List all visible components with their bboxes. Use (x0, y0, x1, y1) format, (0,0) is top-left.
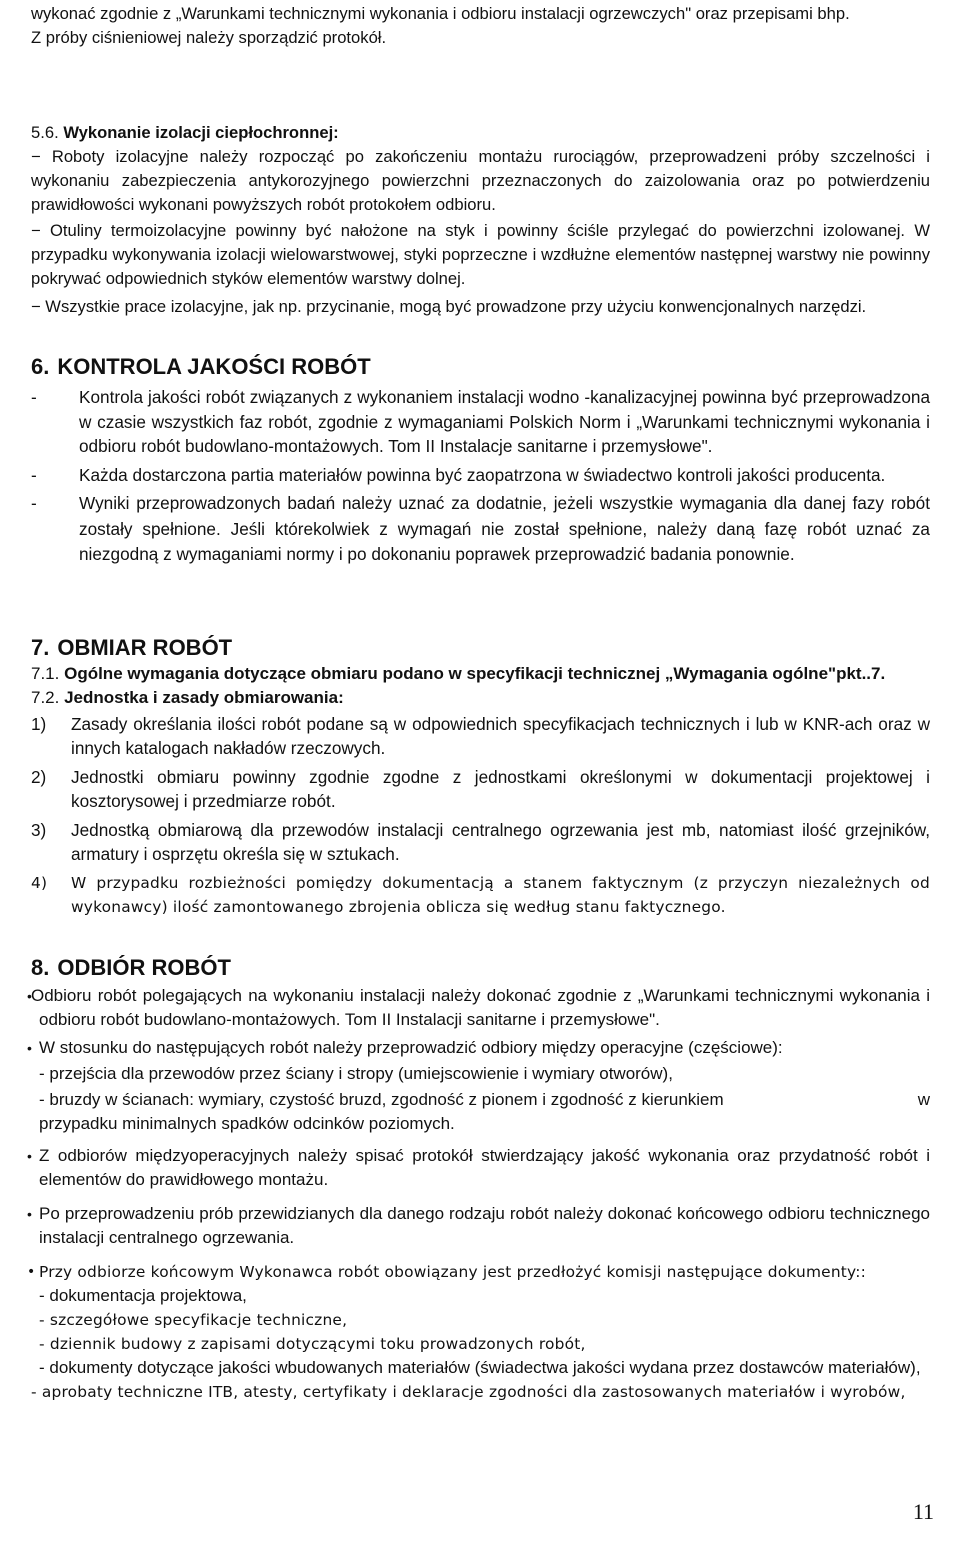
list-item (31, 871, 930, 919)
bullet-marker: • (27, 1148, 32, 1164)
section-7-1-number: 7.1. (31, 664, 60, 683)
document-item: - dokumentacja projektowa, (39, 1286, 247, 1305)
intro-block (31, 2, 930, 50)
documents-list (31, 1284, 930, 1404)
section-8-number: 8. (31, 955, 50, 980)
list-item-text: Wyniki przeprowadzonych badań należy uznać za dodatnie, jeżeli wszystkie wymagania dla danej fazy robót zostały spełnione. Jeśli którekolwiek z wymagań nie został spełnione, należy daną fazę robót uznać za niezgodną z wymaganiami normy i po dokonaniu poprawek przeprowadzić badania ponownie. (79, 493, 930, 564)
section-7-1 (31, 662, 930, 686)
intro-line-1: wykonać zgodnie z „Warunkami technicznymi wykonania i odbioru instalacji ogrzewczych" oraz przepisami bhp. (31, 4, 850, 23)
section-6 (31, 353, 930, 568)
section-5-6-number: 5.6. (31, 123, 59, 142)
section-7-title: OBMIAR ROBÓT (57, 635, 233, 660)
section-5-6-title: Wykonanie izolacji ciepłochronnej: (63, 123, 339, 142)
section-7-number: 7. (31, 635, 50, 660)
sub-item-text: - bruzdy w ścianach: wymiary, czystość bruzd, zgodność z pionem i zgodność z kierunkiem (39, 1090, 724, 1109)
section-6-heading (31, 353, 930, 381)
section-8-title: ODBIÓR ROBÓT (57, 955, 231, 980)
list-number: 3) (31, 820, 47, 840)
bullet-item (27, 1144, 930, 1192)
bullet-text: Odbioru robót polegających na wykonaniu instalacji należy dokonać zgodnie z „Warunkami technicznymi wykonania i odbioru robót budowlano-montażowych. Tom II Instalacji sanitarne i przemysłowe". (31, 986, 930, 1029)
section-6-title: KONTROLA JAKOŚCI ROBÓT (57, 354, 371, 379)
list-item (31, 385, 930, 459)
bullet-text: Po przeprowadzeniu prób przewidzianych dla danego rodzaju robót należy dokonać końcowego odbioru technicznego instalacji centralnego ogrzewania. (39, 1204, 930, 1247)
section-7 (31, 634, 930, 919)
section-6-list (31, 385, 930, 568)
bullet-item (27, 1202, 930, 1250)
section-7-2-list (31, 712, 930, 919)
section-5-6 (31, 121, 930, 319)
list-item-text: Jednostką obmiarową dla przewodów instalacji centralnego ogrzewania jest mb, natomiast ilość grzejników, armatury i osprzętu określa się w sztukach. (71, 820, 930, 864)
dash-marker: - (31, 493, 37, 513)
section-6-number: 6. (31, 354, 50, 379)
sub-item-text-continued: przypadku minimalnych spadków odcinków poziomych. (39, 1114, 455, 1133)
page-number: 11 (912, 1499, 934, 1524)
bullet-item (27, 1260, 930, 1284)
section-7-1-text: Ogólne wymagania dotyczące obmiaru podano w specyfikacji technicznej „Wymagania ogólne"pkt..7. (64, 664, 886, 683)
list-item-text: Zasady określania ilości robót podane są w odpowiednich specyfikacjach technicznych i lub w KNR-ach oraz w innych katalogach nakładów rzeczowych. (71, 714, 930, 758)
section-7-2-text: Jednostka i zasady obmiarowania: (64, 688, 344, 707)
bullet-marker: • (27, 1040, 32, 1056)
document-item: - aprobaty techniczne ITB, atesty, certyfikaty i deklaracje zgodności dla zastosowanych materiałów i wyrobów, (31, 1383, 906, 1401)
section-8 (27, 954, 930, 1404)
section-5-6-heading (31, 121, 930, 145)
list-item-text: Każda dostarczona partia materiałów powinna być zaopatrzona w świadectwo kontroli jakości producenta. (79, 464, 886, 485)
list-number: 2) (31, 767, 47, 787)
dash-marker: - (31, 387, 37, 407)
bullet-text: Przy odbiorze końcowym Wykonawca robót obowiązany jest przedłożyć komisji następujące dokumenty:: (39, 1263, 866, 1281)
document-item: - dziennik budowy z zapisami dotyczącymi toku prowadzonych robót, (39, 1335, 586, 1353)
sub-item-text-tail: w (917, 1090, 930, 1109)
bullet-text: W stosunku do następujących robót należy przeprowadzić odbiory między operacyjne (częściowe): (39, 1038, 783, 1057)
bullet-marker: • (27, 1206, 32, 1222)
list-item-text: W przypadku rozbieżności pomiędzy dokumentacją a stanem faktycznym (z przyczyn niezależnych od wykonawcy) ilość zamontowanego zbrojenia oblicza się według stanu faktycznego. (71, 874, 930, 916)
document-item: - dokumenty dotyczące jakości wbudowanych materiałów (świadectwa jakości wydana przez dostawców materiałów), (39, 1358, 921, 1377)
section-5-6-paragraph-3: − Wszystkie prace izolacyjne, jak np. przycinanie, mogą być prowadzone przy użyciu konwencjonalnych narzędzi. (31, 297, 867, 316)
section-5-6-paragraph-1: − Roboty izolacyjne należy rozpocząć po zakończeniu montażu rurociągów, przeprowadzeni próby szczelności i wykonaniu zabezpieczenia antykorozyjnego powierzchni przeznaczonych do zaizolowania oraz po potwierdzeniu prawidłowości wykonani powyższych robót protokołem odbioru. (31, 147, 930, 214)
list-item (31, 765, 930, 813)
bullet-text: Z odbiorów międzyoperacyjnych należy spisać protokół stwierdzający jakość wykonania oraz przydatność robót i elementów do prawidłowego montażu. (39, 1146, 930, 1189)
list-number: 1) (31, 714, 47, 734)
sub-item-text: - przejścia dla przewodów przez ściany i stropy (umiejscowienie i wymiary otworów), (39, 1064, 673, 1083)
section-7-2 (31, 686, 930, 710)
intro-line-2: Z próby ciśnieniowej należy sporządzić protokół. (31, 28, 387, 47)
document-item: - szczegółowe specyfikacje techniczne, (39, 1311, 348, 1329)
bullet-item (27, 1036, 930, 1136)
list-item (31, 463, 930, 488)
list-item (31, 818, 930, 866)
list-item (31, 491, 930, 568)
section-7-2-number: 7.2. (31, 688, 60, 707)
section-8-heading (31, 954, 930, 982)
list-number: 4) (31, 874, 48, 892)
list-item-text: Jednostki obmiaru powinny zgodnie zgodne z jednostkami określonymi w dokumentacji projektowej i kosztorysowej i przedmiarze robót. (71, 767, 930, 811)
section-7-heading (31, 634, 930, 662)
bullet-marker: • (27, 1264, 36, 1280)
dash-marker: - (31, 464, 37, 485)
list-item-text: Kontrola jakości robót związanych z wykonaniem instalacji wodno -kanalizacyjnej powinna być przeprowadzona w czasie wszystkich faz robót, zgodnie z wymaganiami Polskich Norm i „Warunkami technicznymi wykonania i odbioru robót budowlano-montażowych. Tom II Instalacje sanitarne i przemysłowe". (79, 387, 930, 456)
section-5-6-paragraph-2: − Otuliny termoizolacyjne powinny być nałożone na styk i powinny ściśle przylegać do powierzchni izolowanej. W przypadku wykonywania izolacji wielowarstwowej, styki poprzeczne i wzdłużne elementów następnej warstwy nie powinny pokrywać odpowiednich styków elementów warstwy dolnej. (31, 221, 930, 288)
bullet-marker: • (27, 988, 32, 1004)
bullet-item (27, 984, 930, 1032)
list-item (31, 712, 930, 760)
sub-item-row (39, 1088, 930, 1112)
